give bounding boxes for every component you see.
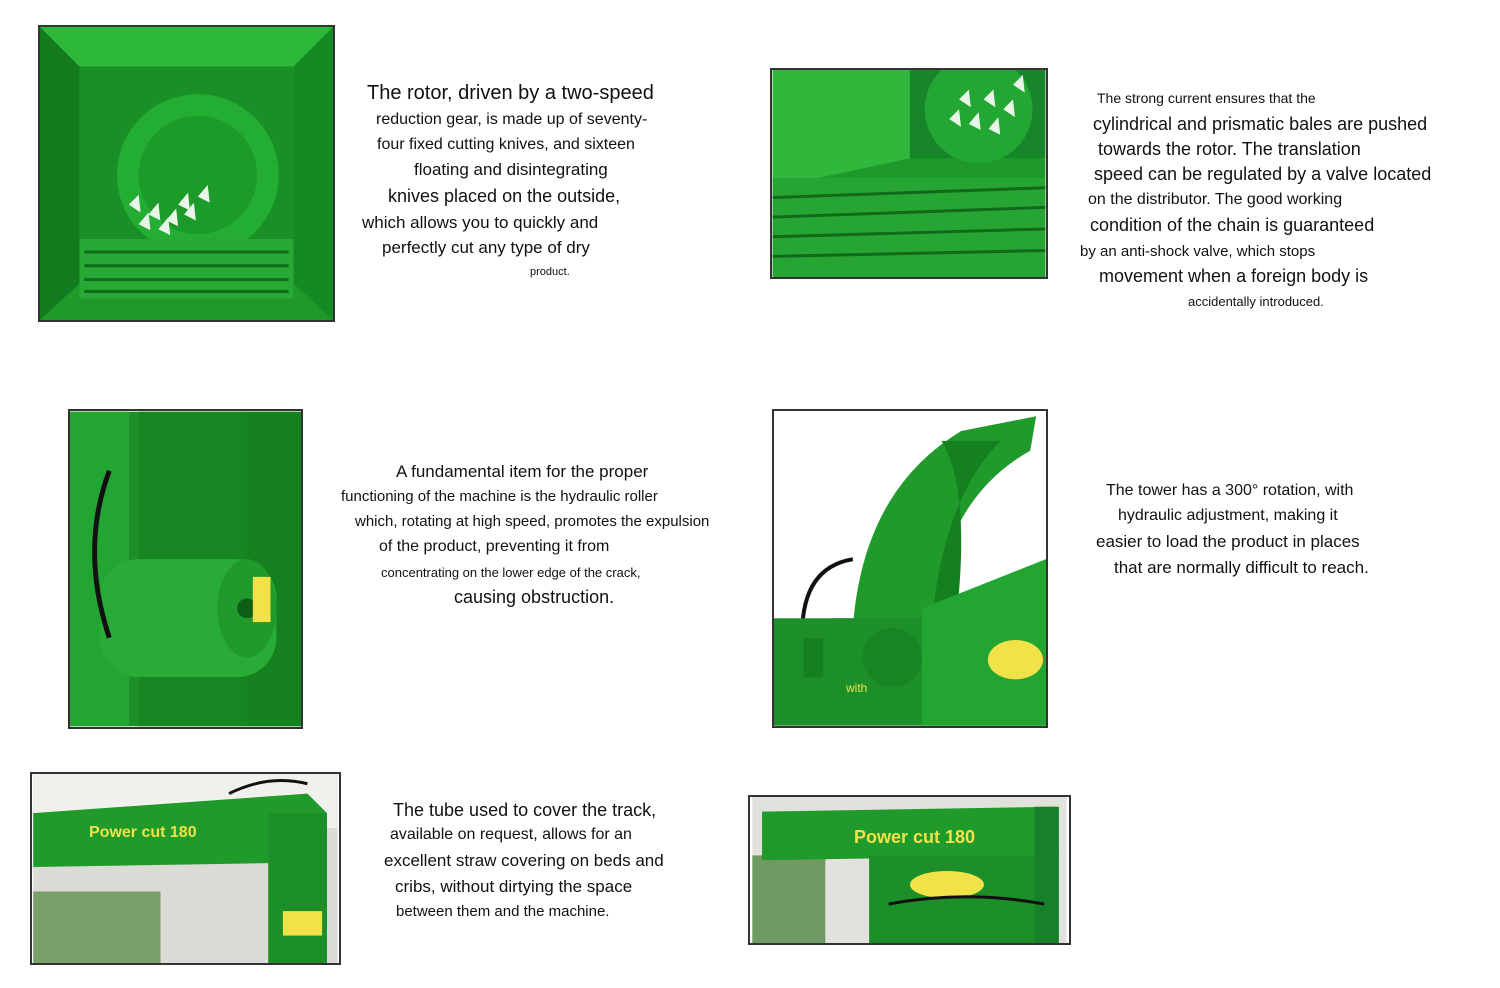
rotor-line-4: floating and disintegrating [414, 160, 608, 179]
current-line-5: on the distributor. The good working [1088, 191, 1343, 208]
roller-line-4: of the product, preventing it from [379, 538, 610, 555]
rotor-image [40, 27, 333, 320]
tube-line-2: available on request, allows for an [390, 826, 632, 843]
tube-line-5: between them and the machine. [396, 903, 610, 920]
tower-line-4: that are normally difficult to reach. [1114, 558, 1369, 577]
machine-side-label: Power cut 180 [854, 827, 976, 847]
rotor-photo [38, 25, 335, 322]
roller-line-3: which, rotating at high speed, promotes the expulsion [355, 513, 710, 530]
hydraulic-roller-image [70, 411, 301, 727]
current-line-1: The strong current ensures that the [1097, 90, 1316, 106]
rotor-line-3: four fixed cutting knives, and sixteen [377, 136, 635, 153]
tube-line-3: excellent straw covering on beds and [384, 851, 664, 870]
rotor-line-2: reduction gear, is made up of seventy- [376, 111, 648, 128]
current-line-6: condition of the chain is guaranteed [1090, 215, 1375, 235]
rotor-line-5: knives placed on the outside, [388, 186, 621, 206]
current-line-2: cylindrical and prismatic bales are pushed [1093, 114, 1428, 134]
rotor-line-1: The rotor, driven by a two-speed [367, 82, 654, 104]
tower-image [774, 411, 1046, 726]
rotor-line-6: which allows you to quickly and [362, 213, 599, 232]
current-line-4: speed can be regulated by a valve located [1094, 164, 1432, 184]
roller-line-5: concentrating on the lower edge of the crack, [381, 565, 641, 580]
tower-photo-caption: with [846, 681, 868, 695]
tower-line-2: hydraulic adjustment, making it [1118, 507, 1338, 524]
tube-line-1: The tube used to cover the track, [393, 800, 657, 820]
tube-image [32, 774, 339, 963]
rotor-line-7: perfectly cut any type of dry [382, 238, 590, 257]
roller-line-2: functioning of the machine is the hydraulic roller [341, 488, 658, 505]
current-line-3: towards the rotor. The translation [1098, 139, 1361, 159]
tube-photo [30, 772, 341, 965]
tube-line-4: cribs, without dirtying the space [395, 877, 633, 896]
tube-machine-label: Power cut 180 [89, 824, 197, 841]
roller-line-1: A fundamental item for the proper [396, 462, 649, 481]
machine-side-photo [748, 795, 1071, 945]
roller-line-6: causing obstruction. [454, 587, 615, 607]
current-line-8: movement when a foreign body is [1099, 266, 1369, 286]
current-line-9: accidentally introduced. [1188, 294, 1324, 309]
tower-line-3: easier to load the product in places [1096, 532, 1360, 551]
chain-floor-image [772, 70, 1046, 277]
current-line-7: by an anti-shock valve, which stops [1080, 243, 1316, 260]
hydraulic-roller-photo [68, 409, 303, 729]
chain-floor-photo [770, 68, 1048, 279]
rotor-line-8: product. [530, 266, 570, 278]
tower-photo [772, 409, 1048, 728]
tower-line-1: The tower has a 300° rotation, with [1106, 482, 1354, 499]
machine-side-image [750, 797, 1069, 943]
